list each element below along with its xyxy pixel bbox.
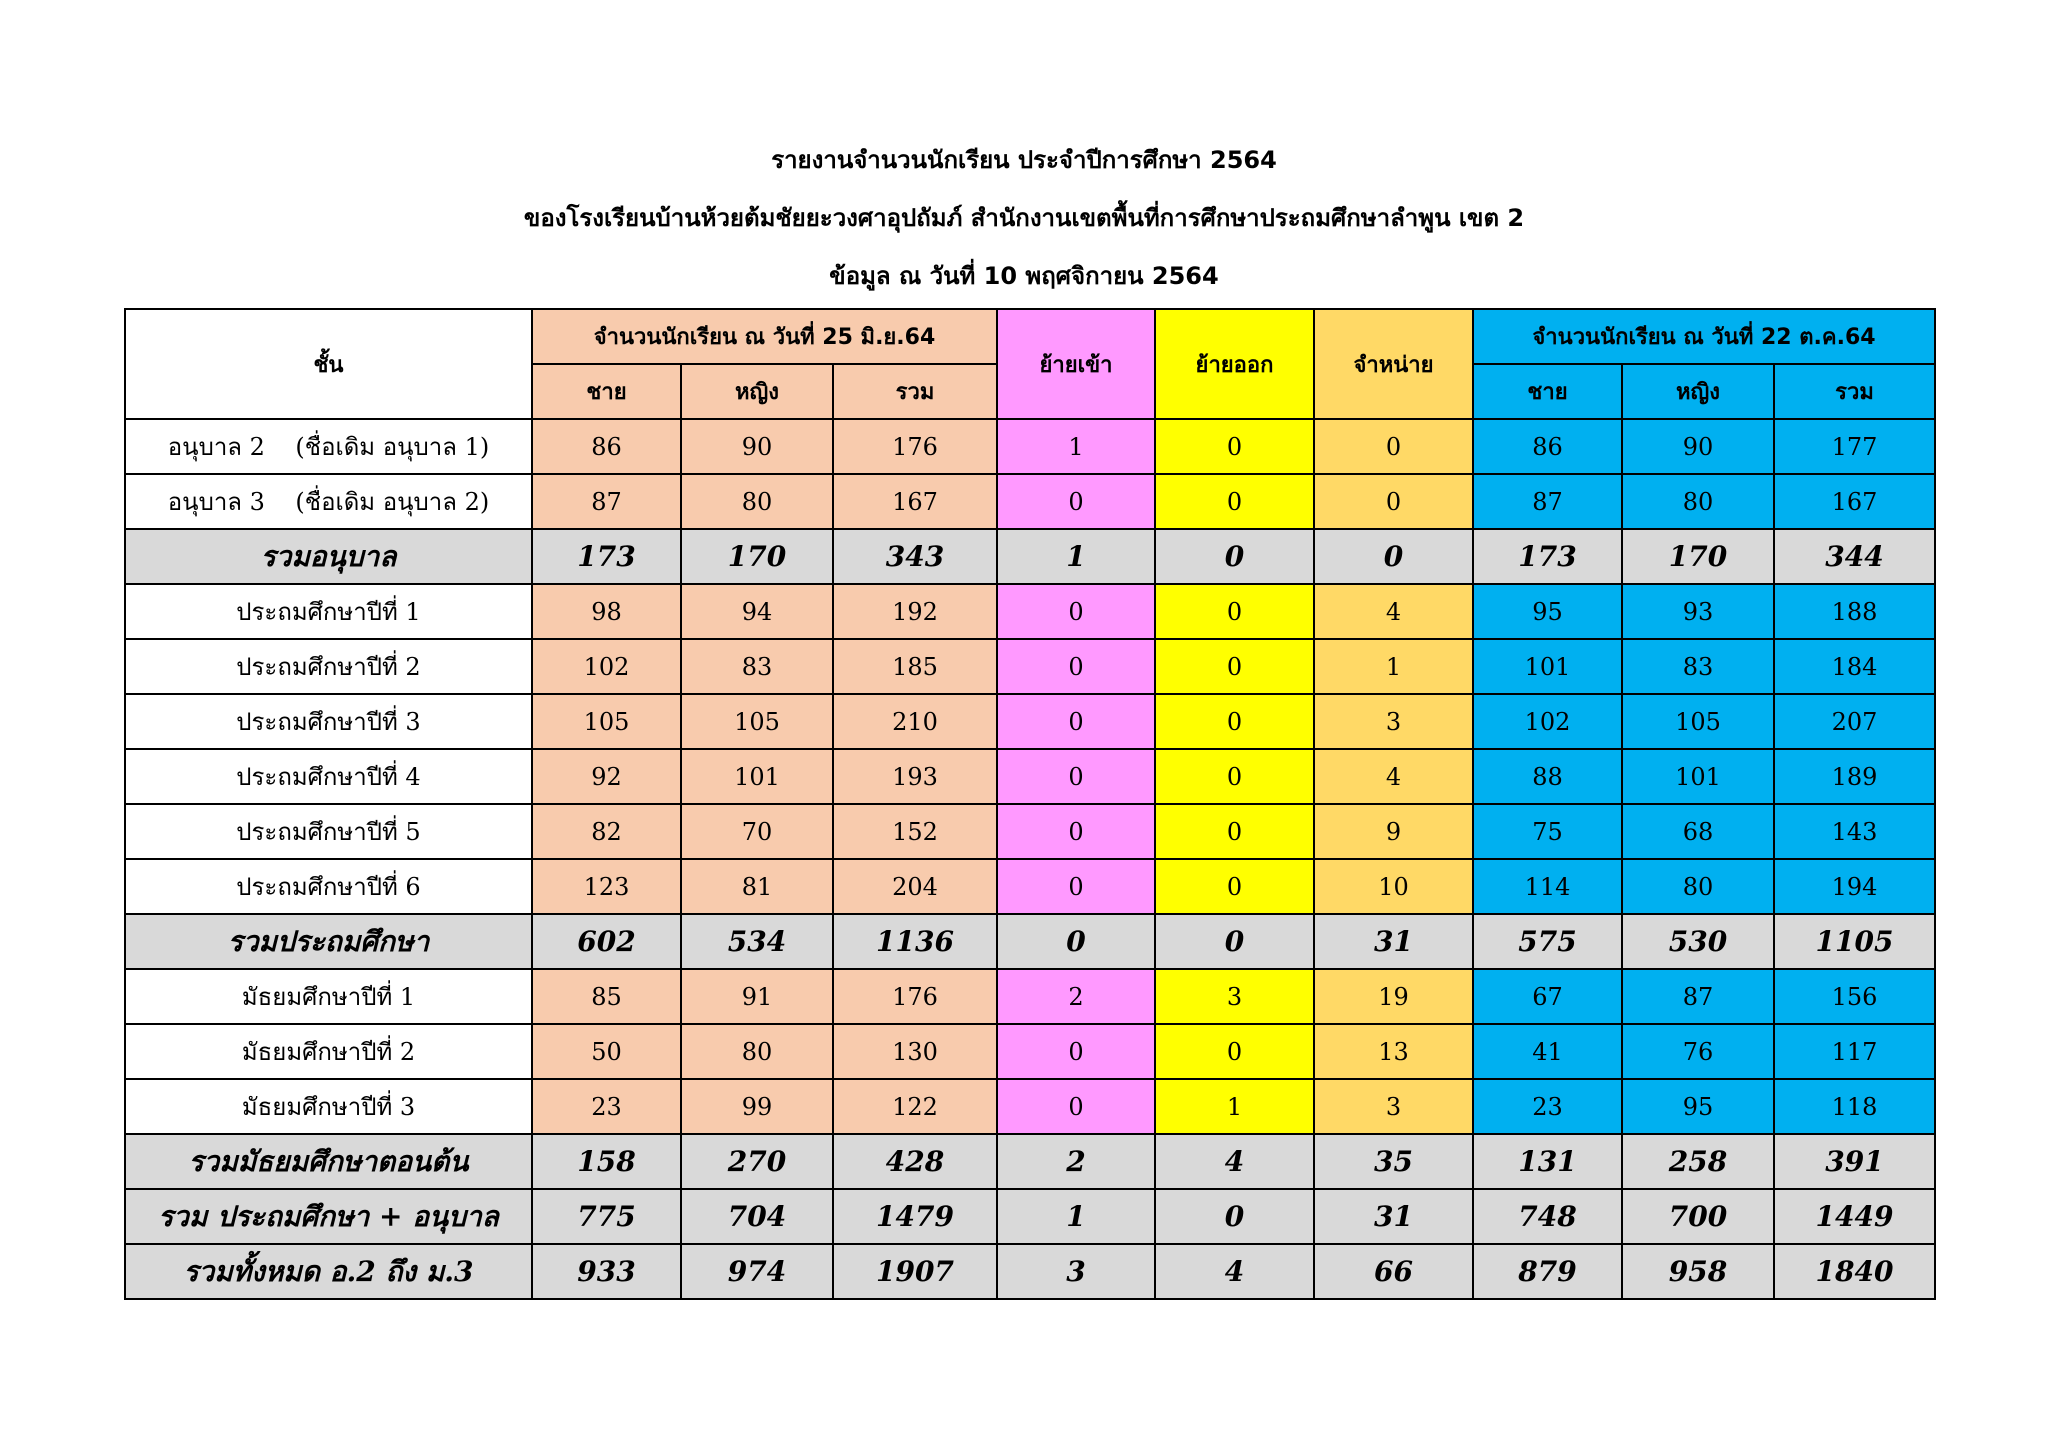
cell-move-out: 0 [1155, 639, 1314, 694]
cell-end-male: 102 [1473, 694, 1622, 749]
cell-end-female: 170 [1622, 529, 1774, 584]
student-count-table [124, 308, 1936, 1300]
cell-end-total: 118 [1774, 1079, 1935, 1134]
cell-end-female: 101 [1622, 749, 1774, 804]
cell-start-total: 167 [833, 474, 997, 529]
cell-end-female: 83 [1622, 639, 1774, 694]
grade-label: รวมมัธยมศึกษาตอนต้น [125, 1134, 532, 1189]
total-row [125, 1189, 1935, 1244]
table-row [125, 859, 1935, 914]
grade-label: ประถมศึกษาปีที่ 3 [125, 694, 532, 749]
cell-discharge: 19 [1314, 969, 1473, 1024]
cell-end-male: 75 [1473, 804, 1622, 859]
cell-move-out: 0 [1155, 419, 1314, 474]
cell-start-female: 80 [681, 474, 833, 529]
cell-discharge: 10 [1314, 859, 1473, 914]
cell-end-female: 87 [1622, 969, 1774, 1024]
cell-end-male: 131 [1473, 1134, 1622, 1189]
cell-end-female: 700 [1622, 1189, 1774, 1244]
cell-start-female: 94 [681, 584, 833, 639]
cell-start-female: 170 [681, 529, 833, 584]
cell-end-total: 177 [1774, 419, 1935, 474]
cell-move-in: 2 [997, 969, 1155, 1024]
cell-start-male: 158 [532, 1134, 681, 1189]
table-row [125, 419, 1935, 474]
cell-end-female: 93 [1622, 584, 1774, 639]
cell-start-male: 82 [532, 804, 681, 859]
cell-end-male: 114 [1473, 859, 1622, 914]
header-grade: ชั้น [125, 309, 532, 419]
cell-end-female: 958 [1622, 1244, 1774, 1299]
table-row [125, 474, 1935, 529]
cell-move-out: 0 [1155, 859, 1314, 914]
cell-move-in: 0 [997, 639, 1155, 694]
cell-move-in: 1 [997, 529, 1155, 584]
cell-start-female: 534 [681, 914, 833, 969]
cell-move-in: 0 [997, 749, 1155, 804]
cell-discharge: 31 [1314, 1189, 1473, 1244]
cell-end-total: 156 [1774, 969, 1935, 1024]
cell-move-out: 4 [1155, 1244, 1314, 1299]
grade-label: ประถมศึกษาปีที่ 4 [125, 749, 532, 804]
cell-move-in: 0 [997, 694, 1155, 749]
cell-start-total: 204 [833, 859, 997, 914]
cell-move-in: 0 [997, 1024, 1155, 1079]
grade-label: ประถมศึกษาปีที่ 1 [125, 584, 532, 639]
grade-label: ประถมศึกษาปีที่ 2 [125, 639, 532, 694]
cell-start-total: 1907 [833, 1244, 997, 1299]
cell-discharge: 0 [1314, 529, 1473, 584]
report-data-date: ข้อมูล ณ วันที่ 10 พฤศจิกายน 2564 [829, 262, 1219, 290]
cell-end-male: 95 [1473, 584, 1622, 639]
cell-end-male: 748 [1473, 1189, 1622, 1244]
cell-end-total: 207 [1774, 694, 1935, 749]
grade-label: มัธยมศึกษาปีที่ 1 [125, 969, 532, 1024]
cell-discharge: 9 [1314, 804, 1473, 859]
total-row [125, 1134, 1935, 1189]
cell-end-female: 258 [1622, 1134, 1774, 1189]
cell-end-female: 105 [1622, 694, 1774, 749]
cell-discharge: 0 [1314, 419, 1473, 474]
cell-end-female: 90 [1622, 419, 1774, 474]
table-row [125, 639, 1935, 694]
cell-end-total: 1840 [1774, 1244, 1935, 1299]
cell-discharge: 4 [1314, 749, 1473, 804]
cell-start-total: 210 [833, 694, 997, 749]
grade-label: ประถมศึกษาปีที่ 5 [125, 804, 532, 859]
cell-start-total: 193 [833, 749, 997, 804]
cell-end-male: 41 [1473, 1024, 1622, 1079]
cell-end-total: 391 [1774, 1134, 1935, 1189]
cell-end-male: 879 [1473, 1244, 1622, 1299]
cell-start-total: 185 [833, 639, 997, 694]
cell-move-in: 0 [997, 914, 1155, 969]
cell-discharge: 4 [1314, 584, 1473, 639]
table-row [125, 1024, 1935, 1079]
total-row [125, 1244, 1935, 1299]
header-move-out: ย้ายออก [1155, 309, 1314, 419]
cell-end-male: 173 [1473, 529, 1622, 584]
cell-discharge: 3 [1314, 694, 1473, 749]
cell-end-female: 530 [1622, 914, 1774, 969]
cell-move-out: 0 [1155, 749, 1314, 804]
cell-start-female: 99 [681, 1079, 833, 1134]
cell-end-total: 194 [1774, 859, 1935, 914]
cell-move-in: 1 [997, 1189, 1155, 1244]
header-start-female: หญิง [681, 364, 833, 419]
cell-start-male: 50 [532, 1024, 681, 1079]
cell-discharge: 0 [1314, 474, 1473, 529]
cell-move-out: 0 [1155, 584, 1314, 639]
table-row [125, 749, 1935, 804]
cell-start-male: 86 [532, 419, 681, 474]
cell-move-out: 1 [1155, 1079, 1314, 1134]
grade-label: อนุบาล 2 (ชื่อเดิม อนุบาล 1) [125, 419, 532, 474]
cell-move-in: 0 [997, 804, 1155, 859]
cell-start-total: 1479 [833, 1189, 997, 1244]
cell-end-total: 1105 [1774, 914, 1935, 969]
cell-end-total: 1449 [1774, 1189, 1935, 1244]
total-row [125, 914, 1935, 969]
cell-end-female: 68 [1622, 804, 1774, 859]
grade-label: มัธยมศึกษาปีที่ 2 [125, 1024, 532, 1079]
cell-move-out: 0 [1155, 804, 1314, 859]
cell-move-in: 0 [997, 859, 1155, 914]
cell-start-female: 704 [681, 1189, 833, 1244]
cell-end-male: 86 [1473, 419, 1622, 474]
cell-start-male: 602 [532, 914, 681, 969]
header-count-start: จำนวนนักเรียน ณ วันที่ 25 มิ.ย.64 [532, 309, 997, 364]
table-row [125, 969, 1935, 1024]
cell-discharge: 1 [1314, 639, 1473, 694]
cell-start-total: 152 [833, 804, 997, 859]
cell-start-female: 80 [681, 1024, 833, 1079]
cell-end-total: 143 [1774, 804, 1935, 859]
grade-label: อนุบาล 3 (ชื่อเดิม อนุบาล 2) [125, 474, 532, 529]
cell-end-female: 80 [1622, 859, 1774, 914]
cell-start-total: 176 [833, 969, 997, 1024]
cell-start-total: 130 [833, 1024, 997, 1079]
table-header-row-1 [125, 309, 1935, 364]
cell-start-male: 85 [532, 969, 681, 1024]
cell-end-total: 189 [1774, 749, 1935, 804]
cell-start-male: 87 [532, 474, 681, 529]
cell-move-in: 2 [997, 1134, 1155, 1189]
cell-start-female: 974 [681, 1244, 833, 1299]
cell-start-female: 101 [681, 749, 833, 804]
cell-end-female: 76 [1622, 1024, 1774, 1079]
grade-label: รวมอนุบาล [125, 529, 532, 584]
cell-end-male: 101 [1473, 639, 1622, 694]
report-header [0, 140, 2048, 314]
cell-end-total: 344 [1774, 529, 1935, 584]
table-body [125, 419, 1935, 1299]
header-start-total: รวม [833, 364, 997, 419]
cell-end-female: 80 [1622, 474, 1774, 529]
cell-start-total: 192 [833, 584, 997, 639]
cell-start-male: 933 [532, 1244, 681, 1299]
table-row [125, 804, 1935, 859]
report-title: รายงานจำนวนนักเรียน ประจำปีการศึกษา 2564 [771, 146, 1277, 174]
cell-end-male: 88 [1473, 749, 1622, 804]
cell-end-female: 95 [1622, 1079, 1774, 1134]
cell-move-in: 1 [997, 419, 1155, 474]
cell-start-male: 98 [532, 584, 681, 639]
cell-start-total: 122 [833, 1079, 997, 1134]
grade-label: รวม ประถมศึกษา + อนุบาล [125, 1189, 532, 1244]
cell-move-out: 0 [1155, 694, 1314, 749]
cell-discharge: 31 [1314, 914, 1473, 969]
table-row [125, 694, 1935, 749]
cell-start-female: 91 [681, 969, 833, 1024]
cell-start-total: 428 [833, 1134, 997, 1189]
header-discharge: จำหน่าย [1314, 309, 1473, 419]
cell-move-out: 0 [1155, 914, 1314, 969]
cell-move-out: 0 [1155, 474, 1314, 529]
cell-start-male: 102 [532, 639, 681, 694]
header-end-female: หญิง [1622, 364, 1774, 419]
cell-move-out: 0 [1155, 1189, 1314, 1244]
cell-start-female: 70 [681, 804, 833, 859]
cell-move-in: 3 [997, 1244, 1155, 1299]
cell-start-male: 123 [532, 859, 681, 914]
cell-start-male: 23 [532, 1079, 681, 1134]
cell-move-out: 3 [1155, 969, 1314, 1024]
header-start-male: ชาย [532, 364, 681, 419]
header-move-in: ย้ายเข้า [997, 309, 1155, 419]
cell-start-male: 105 [532, 694, 681, 749]
cell-start-female: 83 [681, 639, 833, 694]
grade-label: รวมประถมศึกษา [125, 914, 532, 969]
cell-move-out: 0 [1155, 529, 1314, 584]
cell-end-total: 117 [1774, 1024, 1935, 1079]
cell-move-in: 0 [997, 474, 1155, 529]
cell-start-female: 270 [681, 1134, 833, 1189]
cell-start-female: 105 [681, 694, 833, 749]
cell-start-total: 176 [833, 419, 997, 474]
cell-start-female: 90 [681, 419, 833, 474]
report-subtitle-school: ของโรงเรียนบ้านห้วยต้มชัยยะวงศาอุปถัมภ์ สำนักงานเขตพื้นที่การศึกษาประถมศึกษาลำพูน เขต 2 [523, 204, 1525, 232]
cell-end-male: 67 [1473, 969, 1622, 1024]
cell-start-total: 343 [833, 529, 997, 584]
header-count-end: จำนวนนักเรียน ณ วันที่ 22 ต.ค.64 [1473, 309, 1935, 364]
cell-start-male: 173 [532, 529, 681, 584]
cell-move-out: 4 [1155, 1134, 1314, 1189]
cell-end-male: 23 [1473, 1079, 1622, 1134]
cell-start-total: 1136 [833, 914, 997, 969]
grade-label: รวมทั้งหมด อ.2 ถึง ม.3 [125, 1244, 532, 1299]
cell-discharge: 13 [1314, 1024, 1473, 1079]
cell-end-total: 184 [1774, 639, 1935, 694]
header-end-male: ชาย [1473, 364, 1622, 419]
cell-end-male: 575 [1473, 914, 1622, 969]
cell-move-in: 0 [997, 1079, 1155, 1134]
cell-move-out: 0 [1155, 1024, 1314, 1079]
cell-start-male: 92 [532, 749, 681, 804]
cell-end-total: 188 [1774, 584, 1935, 639]
grade-label: ประถมศึกษาปีที่ 6 [125, 859, 532, 914]
cell-start-male: 775 [532, 1189, 681, 1244]
total-row [125, 529, 1935, 584]
cell-end-total: 167 [1774, 474, 1935, 529]
cell-end-male: 87 [1473, 474, 1622, 529]
cell-move-in: 0 [997, 584, 1155, 639]
table-row [125, 584, 1935, 639]
cell-discharge: 66 [1314, 1244, 1473, 1299]
grade-label: มัธยมศึกษาปีที่ 3 [125, 1079, 532, 1134]
table-row [125, 1079, 1935, 1134]
header-end-total: รวม [1774, 364, 1935, 419]
cell-start-female: 81 [681, 859, 833, 914]
cell-discharge: 35 [1314, 1134, 1473, 1189]
cell-discharge: 3 [1314, 1079, 1473, 1134]
